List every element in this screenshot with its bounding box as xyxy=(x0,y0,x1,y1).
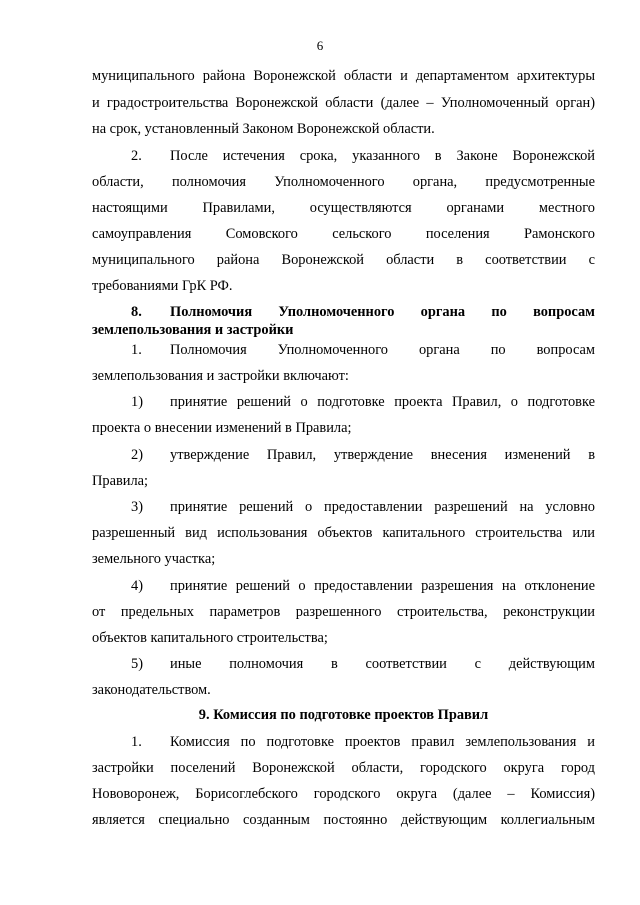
text-line: муниципального района Воронежской области и департаментом архитектуры xyxy=(92,68,595,84)
text-line: Правила; xyxy=(92,473,149,489)
page-number: 6 xyxy=(316,38,324,53)
text-line: иные полномочия в соответствии с действующим xyxy=(170,656,595,672)
list-item xyxy=(131,497,595,517)
list-item xyxy=(131,392,595,412)
text-line: является специально созданным постоянно действующим коллегиальным xyxy=(92,812,595,828)
text-line: утверждение Правил, утверждение внесения изменений в xyxy=(170,447,595,463)
text-line: принятие решений о предоставлении разрешений на условно xyxy=(170,499,595,515)
list-item-number: 2) xyxy=(131,447,143,463)
list-item xyxy=(131,445,595,465)
text-line: и градостроительства Воронежской области (далее – Уполномоченный орган) xyxy=(92,95,595,111)
text-line: настоящими Правилами, осуществляются органами местного xyxy=(92,200,595,216)
section-heading-8 xyxy=(131,302,595,322)
text-line: Полномочия Уполномоченного органа по вопросам xyxy=(170,342,595,358)
list-item-number: 5) xyxy=(131,656,143,672)
paragraph-first-line xyxy=(131,146,595,166)
text-line: на срок, установленный Законом Воронежской области. xyxy=(92,121,435,137)
list-item xyxy=(131,576,595,596)
paragraph-number: 2. xyxy=(131,148,142,164)
text-line: Комиссия по подготовке проектов правил землепользования и xyxy=(170,734,595,750)
text-line: землепользования и застройки включают: xyxy=(92,368,349,384)
list-item-number: 1) xyxy=(131,394,143,410)
section-title: Полномочия Уполномоченного органа по вопросам xyxy=(170,304,595,320)
text-line: законодательством. xyxy=(92,682,211,698)
section-heading-9: 9. Комиссия по подготовке проектов Правил xyxy=(198,707,489,723)
paragraph-number: 1. xyxy=(131,734,142,750)
list-item-number: 3) xyxy=(131,499,143,515)
text-line: самоуправления Сомовского сельского поселения Рамонского xyxy=(92,226,595,242)
text-line: от предельных параметров разрешенного строительства, реконструкции xyxy=(92,604,595,620)
paragraph-first-line xyxy=(131,340,595,360)
section-number: 8. xyxy=(131,304,142,320)
paragraph-first-line xyxy=(131,732,595,752)
text-line: Нововоронеж, Борисоглебского городского округа (далее – Комиссия) xyxy=(92,786,595,802)
section-heading-8-cont: землепользования и застройки xyxy=(92,322,294,338)
text-line: разрешенный вид использования объектов капитального строительства или xyxy=(92,525,595,541)
text-line: принятие решений о подготовке проекта Правил, о подготовке xyxy=(170,394,595,410)
text-line: требованиями ГрК РФ. xyxy=(92,278,233,294)
text-line: объектов капитального строительства; xyxy=(92,630,328,646)
text-line: проекта о внесении изменений в Правила; xyxy=(92,420,352,436)
text-line: застройки поселений Воронежской области, городского округа город xyxy=(92,760,595,776)
text-line: После истечения срока, указанного в Законе Воронежской xyxy=(170,148,595,164)
text-line: области, полномочия Уполномоченного органа, предусмотренные xyxy=(92,174,595,190)
paragraph-number: 1. xyxy=(131,342,142,358)
list-item-number: 4) xyxy=(131,578,143,594)
text-line: принятие решений о предоставлении разрешения на отклонение xyxy=(170,578,595,594)
list-item xyxy=(131,654,595,674)
text-line: земельного участка; xyxy=(92,551,216,567)
text-line: муниципального района Воронежской области в соответствии с xyxy=(92,252,595,268)
